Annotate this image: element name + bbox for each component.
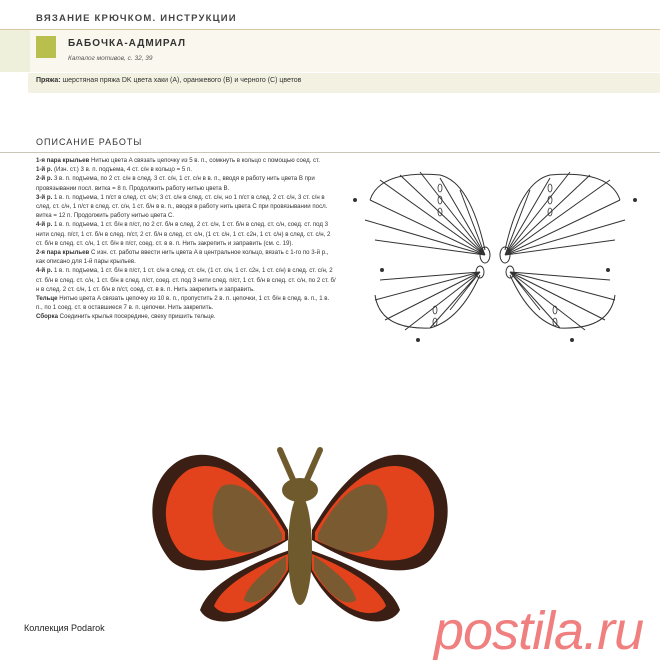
instruction-paragraph (36, 165, 336, 174)
instruction-heading: 4-й р. (36, 267, 53, 275)
instruction-text: Соединить крылья посередине, свеху пришить тельце. (57, 313, 216, 321)
instructions (36, 156, 336, 322)
slip-stitch-dot (353, 198, 357, 202)
yarn-text: шерстяная пряжа DK цвета хаки (A), оранжевого (B) и черного (C) цветов (62, 77, 302, 84)
pattern-badge-icon (36, 36, 56, 58)
crochet-chart-diagram (340, 160, 660, 360)
instruction-paragraph (36, 312, 336, 321)
slip-stitch-dot (380, 268, 384, 272)
wing-outline (375, 275, 480, 328)
yarn-label: Пряжа: (36, 77, 61, 84)
stitch-fan-lower-left (375, 272, 480, 330)
instruction-heading: 3-й р. (36, 193, 53, 201)
instruction-heading: 2-й р. (36, 175, 53, 183)
stitch-fan-lower-right (510, 272, 615, 330)
instruction-text: 1 в. п. подъема, 1 ст. б/н в п/ст, 1 ст. с/н в след. ст. с/н, (1 ст. с/н, 1 ст. с2н, 1 ст. с/н) в след. ст. с/н, 2 ст. б/н в след. ст. с/н, 1 ст. б/н в след. п/ст, соед. ст. под 3 нити след. п/ст, 1 ст. б/н в след. ст. с/н, по 2 ст. б/н в след. 2 ст. с/н, 1 ст. б/н в п/ст, соед. ст. в в. п. Нить закрепить и заправить. (36, 267, 336, 293)
right-upper-wing-khaki (318, 484, 387, 552)
instruction-heading: 1-й р. (36, 166, 53, 174)
pattern-title: БАБОЧКА-АДМИРАЛ (68, 38, 187, 49)
instruction-paragraph (36, 193, 336, 221)
slip-stitch-dot (606, 268, 610, 272)
instruction-paragraph (36, 266, 336, 294)
stitch-fan-upper-right (505, 172, 625, 255)
watermark-text: postila.ru (434, 601, 644, 661)
footer-collection-label: Коллекция Podarok (24, 623, 105, 633)
instruction-text: Нитью цвета A связать цепочку из 5 в. п., сомкнуть в кольцо с помощью соед. ст. (89, 157, 320, 164)
butterfly-body (288, 495, 312, 605)
instruction-text: 1 в. п. подъема, 1 п/ст в след. ст. с/н; 3 ст. с/н в след. ст. с/н, но 1 п/ст в след. 2 ст. с/н, 3 ст. с/н в след. ст. с/н, 1 п/ст в след. ст. с/н, 1 ст. б/н в в. п., вводя в работу нить цвета C при провязывании посл. витка = 12 п. Продолжить работу нитью цвета C. (36, 193, 328, 220)
butterfly-photo (150, 440, 450, 630)
instruction-text: 3 в. п. подъема, по 2 ст. с/н в след. 3 ст. с/н, 1 ст. с/н в в. п., вводя в работу нить цвета B при провязывании посл. витка = 8 п. Продолжить работу нитью цвета B. (36, 175, 315, 192)
chain-stitch (548, 184, 552, 192)
section-title: ОПИСАНИЕ РАБОТЫ (36, 137, 143, 147)
instruction-paragraph (36, 248, 336, 266)
instruction-heading: Сборка (36, 313, 58, 321)
section-divider (0, 152, 660, 153)
instruction-paragraph (36, 174, 336, 192)
instruction-text: (Изн. ст.) 3 в. п. подъема, 4 ст. с/н в кольцо = 5 п. (52, 166, 192, 174)
stitch-fan-upper-left (365, 172, 485, 255)
yarn-line (36, 77, 301, 84)
slip-stitch-dot (633, 198, 637, 202)
instruction-heading: 2-я пара крыльев (36, 249, 90, 257)
instruction-text: 1 в. п. подъема, 1 ст. б/н в п/ст, по 2 ст. б/н в след. 2 ст. с/н, 1 ст. б/н в след. ст. с/н, соед. ст. под 3 нити след. п/ст, 1 ст. б/н в след. п/ст, 2 ст. б/н в след. ст. с/н, (1 ст. с/н, 1 ст. с2н, 1 ст. с/н) в след. ст. с/н, 2 ст. б/н в след. ст. с/н, 1 ст. б/н в п/ст, соед. ст. в в. п. Нить закрепить и заправить (см. с. 19). (36, 221, 331, 247)
instruction-text: С изн. ст. работы ввести нить цвета A в центральное кольцо, вязать с 1-го по 3-й р., как описано для 1-й пары крыльев. (36, 249, 329, 266)
butterfly-head (282, 478, 318, 502)
instruction-paragraph (36, 220, 336, 248)
antenna (280, 450, 320, 482)
page-header (0, 0, 660, 30)
chain-stitch (438, 184, 442, 192)
instruction-heading: 1-я пара крыльев (36, 157, 90, 164)
slip-stitch-dot (416, 338, 420, 342)
pattern-title-band (0, 30, 660, 72)
header-title: ВЯЗАНИЕ КРЮЧКОМ. ИНСТРУКЦИИ (36, 13, 237, 24)
left-upper-wing-khaki (213, 484, 282, 552)
catalog-reference: Каталог мотивов, с. 32, 39 (68, 55, 153, 62)
instruction-paragraph (36, 294, 336, 312)
wing-outline (510, 275, 615, 328)
instruction-paragraph (36, 156, 336, 165)
instruction-text: Нитью цвета A связать цепочку из 10 в. п., пропустить 2 в. п. цепочки, 1 ст. б/н в след. в. п., 1 в. п., по 1 соед. ст. в оставшиеся 7 в. п. цепочки. Нить закрепить. (36, 295, 330, 312)
slip-stitch-dot (570, 338, 574, 342)
title-band-tab (0, 30, 30, 72)
instruction-heading: Тельце (36, 295, 58, 303)
instruction-heading: 4-й р. (36, 221, 53, 229)
